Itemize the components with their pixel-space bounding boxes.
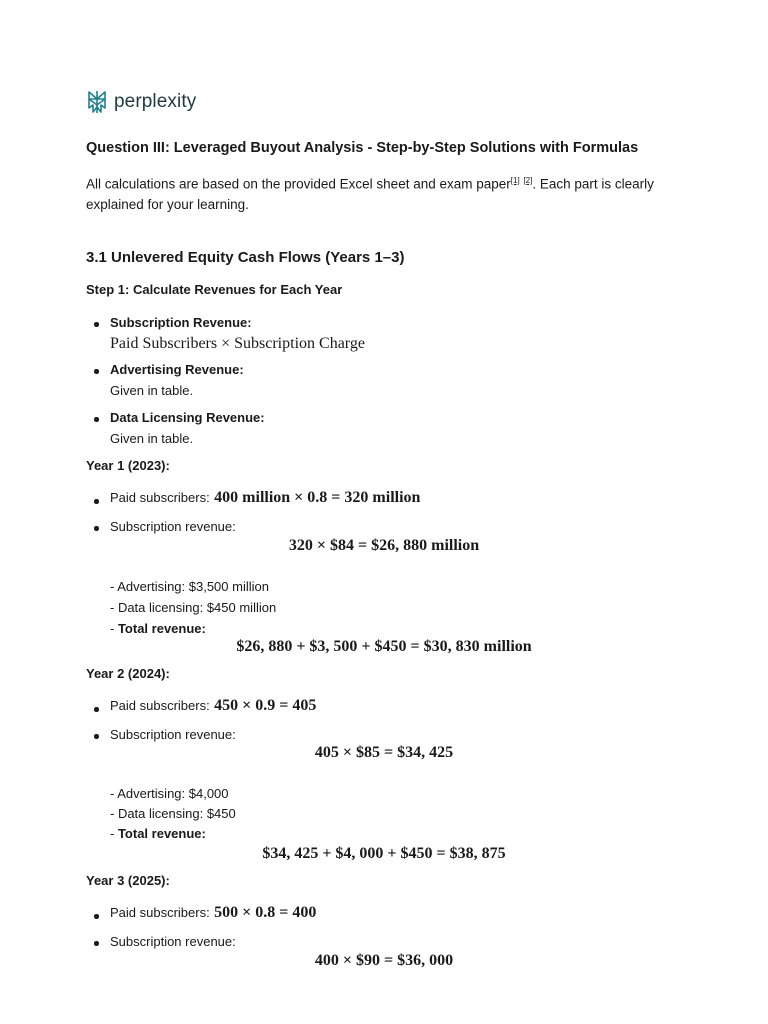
citation-link-2[interactable]: [2] (523, 176, 533, 185)
year-heading: Year 3 (2025): (86, 873, 170, 888)
perplexity-logo-icon (86, 90, 108, 114)
bullet (94, 369, 99, 374)
total-revenue-label: Total revenue: (117, 621, 206, 636)
subscription-revenue-formula: 400 × $90 = $36, 000 (314, 952, 454, 969)
paid-subscribers-line (110, 904, 316, 922)
bullet (94, 322, 99, 327)
advertising-line: - Advertising: $4,000 (110, 786, 229, 801)
intro-text: All calculations are based on the provided Excel sheet and exam paper (86, 176, 511, 192)
subscription-revenue-formula: 320 × $84 = $26, 880 million (288, 537, 480, 554)
paid-subscribers-formula: 500 × 0.8 = 400 (214, 904, 317, 921)
subscription-revenue-formula: 405 × $85 = $34, 425 (314, 744, 454, 761)
paid-subscribers-formula: 450 × 0.9 = 405 (214, 697, 317, 714)
perplexity-logo (86, 90, 196, 114)
step-heading: Step 1: Calculate Revenues for Each Year (86, 282, 343, 297)
revenue-type-detail: Given in table. (110, 431, 194, 446)
bullet (94, 499, 99, 504)
paid-subscribers-label: Paid subscribers: (110, 905, 210, 920)
licensing-line: - Data licensing: $450 million (110, 600, 277, 615)
total-revenue-formula: $34, 425 + $4, 000 + $450 = $38, 875 (262, 845, 506, 862)
paid-subscribers-formula: 400 million × 0.8 = 320 million (214, 489, 421, 506)
bullet (94, 526, 99, 531)
bullet (94, 914, 99, 919)
paid-subscribers-line (110, 697, 316, 715)
revenue-type-formula: Paid Subscribers × Subscription Charge (110, 335, 365, 352)
subscription-revenue-label: Subscription revenue: (110, 727, 236, 742)
total-revenue-line (110, 621, 206, 636)
licensing-line: - Data licensing: $450 (110, 806, 236, 821)
revenue-type-label: Advertising Revenue: (110, 362, 244, 377)
dash: - (110, 826, 118, 841)
intro-paragraph (86, 171, 686, 215)
subscription-revenue-label: Subscription revenue: (110, 934, 236, 949)
dash: - (110, 621, 118, 636)
total-revenue-formula: $26, 880 + $3, 500 + $450 = $30, 830 million (236, 638, 532, 655)
intro-text-after: . Each part is clearly (532, 176, 654, 192)
paid-subscribers-line (110, 489, 420, 507)
subscription-revenue-label: Subscription revenue: (110, 519, 236, 534)
section-heading: 3.1 Unlevered Equity Cash Flows (Years 1–3) (86, 249, 405, 266)
citation-link-1[interactable]: [1] (510, 176, 520, 185)
year-heading: Year 1 (2023): (86, 458, 170, 473)
total-revenue-line (110, 826, 206, 841)
bullet (94, 941, 99, 946)
year-heading: Year 2 (2024): (86, 666, 170, 681)
paid-subscribers-label: Paid subscribers: (110, 698, 210, 713)
bullet (94, 734, 99, 739)
revenue-type-label: Subscription Revenue: (110, 315, 252, 330)
total-revenue-label: Total revenue: (117, 826, 206, 841)
revenue-type-detail: Given in table. (110, 383, 194, 398)
bullet (94, 707, 99, 712)
intro-line-2: explained for your learning. (86, 196, 249, 212)
advertising-line: - Advertising: $3,500 million (110, 579, 269, 594)
page-title: Question III: Leveraged Buyout Analysis - Step-by-Step Solutions with Formulas (86, 140, 639, 156)
bullet (94, 417, 99, 422)
revenue-type-label: Data Licensing Revenue: (110, 410, 265, 425)
paid-subscribers-label: Paid subscribers: (110, 490, 210, 505)
brand-name: perplexity (114, 91, 197, 112)
